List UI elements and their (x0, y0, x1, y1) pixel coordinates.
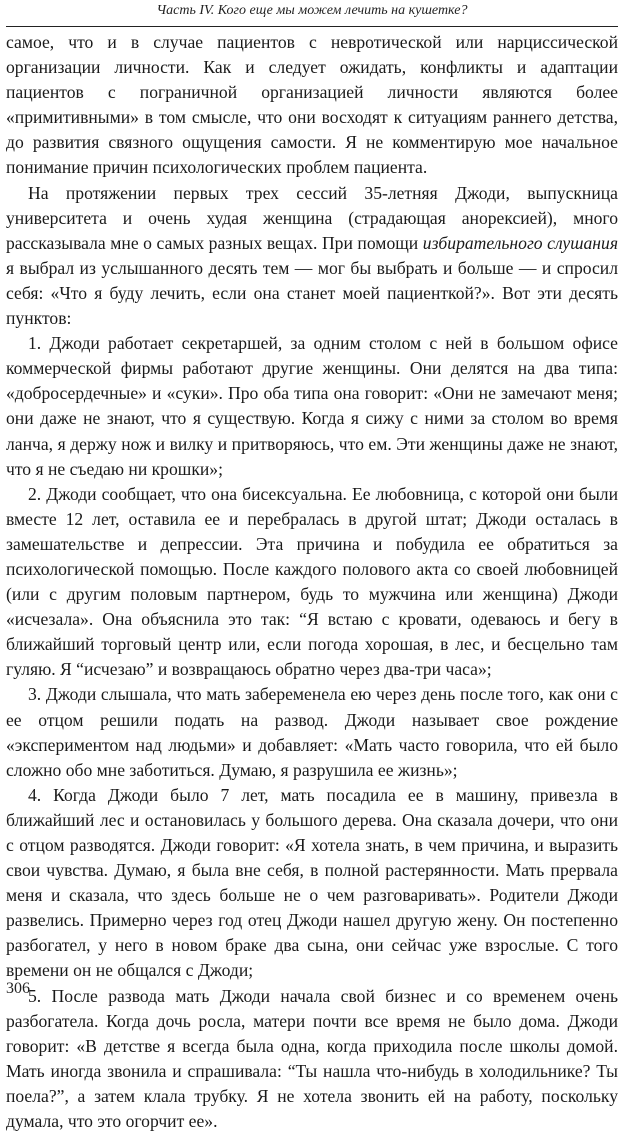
list-item-1: 1. Джоди работает секретаршей, за одним столом с ней в большом офисе коммерческой фирмы работают другие женщины. Они делятся на два типа: «добросердечные» и «суки». Про оба типа она говорит: «Они не замечают меня; они даже не знают, что я существую. Когда я сижу с ними за столом во время ланча, я держу нож и вилку и притворяюсь, что ем. Эти женщины даже не знают, что я не съедаю ни крошки»; (6, 333, 618, 479)
running-head: Часть IV. Кого еще мы можем лечить на кушетке? (6, 0, 618, 27)
paragraph-intro-after: я выбрал из услышанного десять тем — мог бы выбрать и больше — и спросил себя: «Что я буду лечить, если она станет моей пациенткой?». Вот эти десять пунктов: (6, 257, 618, 329)
paragraph-intro (6, 181, 618, 332)
page-number: 306 (6, 980, 30, 997)
paragraph-continuation: самое, что и в случае пациентов с невротической или нарциссической организации личности. Как и следует ожидать, конфликты и адаптации пациентов с пограничной организацией личности являются более «примитивными» в том смысле, что они восходят к ситуациям раннего детства, до развития связного ощущения самости. Я не комментирую мое начальное понимание причин психологических проблем пациента. (6, 32, 618, 178)
list-item-3: 3. Джоди слышала, что мать забеременела ею через день после того, как они с ее отцом решили подать на развод. Джоди называет свое рождение «экспериментом над людьми» и добавляет: «Мать часто говорила, что ей было сложно обо мне заботиться. Думаю, я разрушила ее жизнь»; (6, 684, 618, 780)
paragraph-intro-before: На протяжении первых трех сессий 35-летняя Джоди, выпускница университета и очень худая женщина (страдающая анорексией), много рассказывала мне о самых разных вещах. При помощи (6, 182, 618, 253)
list-item-5: 5. После развода мать Джоди начала свой бизнес и со временем очень разбогатела. Когда дочь росла, матери почти все время не было дома. Джоди говорит: «В детстве я всегда была одна, когда приходила после школы домой. Мать иногда звонила и спрашивала: “Ты нашла что-нибудь в холодильнике? Ты поела?”, а затем клала трубку. Я не хотела звонить ей на работу, поскольку думала, что это огорчит ее». (6, 985, 618, 1132)
selective-listening-term: избирательного слушания (422, 232, 619, 253)
list-item-4: 4. Когда Джоди было 7 лет, мать посадила ее в машину, привезла в ближайший лес и остановилась у большого дерева. Она сказала дочери, что они с отцом разводятся. Джоди говорит: «Я хотела знать, в чем причина, и выразить свои чувства. Думаю, я была вне себя, в полной растерянности. Мать прервала меня и сказала, что здесь больше не о чем разговаривать». Родители Джоди развелись. Примерно через год отец Джоди нашел другую жену. Он постепенно разбогател, у него в новом браке два сына, они сейчас уже взрослые. С того времени он не общался с Джоди; (6, 784, 618, 981)
list-item-2: 2. Джоди сообщает, что она бисексуальна. Ее любовница, с которой они были вместе 12 лет, оставила ее и перебралась в другой штат; Джоди осталась в замешательстве и депрессии. Эта причина и побудила ее обратиться за психологической помощью. После каждого полового акта со своей любовницей (или с другим половым партнером, будь то мужчина или женщина) Джоди «исчезала». Она объяснила это так: “Я встаю с кровати, одеваюсь и бегу в ближайший торговый центр или, если погода хорошая, в лес, и бесцельно там гуляю. Я “исчезаю” и возвращаюсь обратно через два-три часа»; (6, 483, 618, 680)
body-text (6, 30, 618, 1134)
